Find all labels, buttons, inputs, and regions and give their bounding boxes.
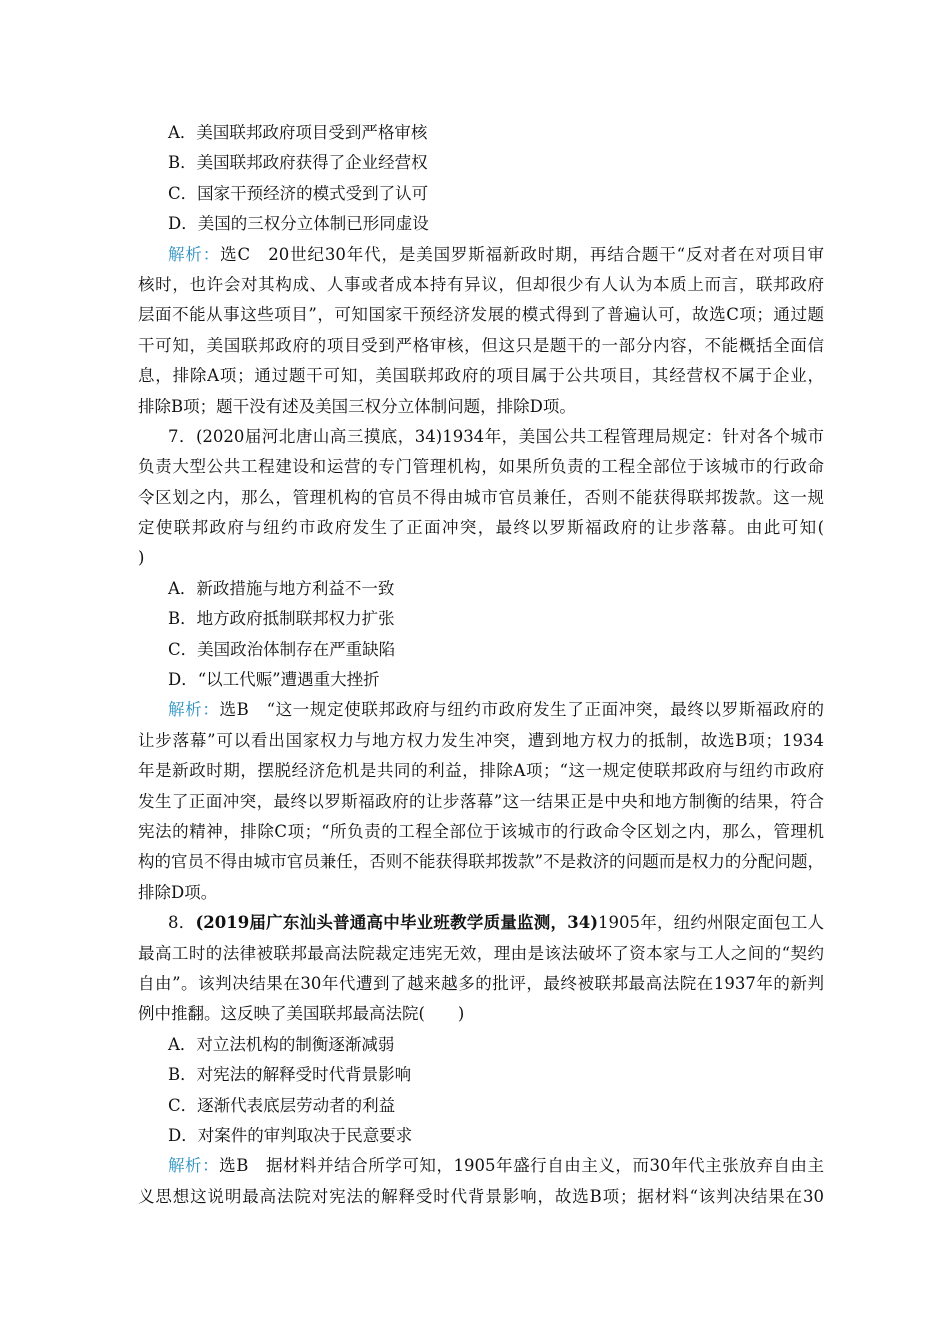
q7-analysis-line-2: 让步落幕”可以看出国家权力与地方权力发生冲突，遭到地方权力的抵制，故选B项；1934 [138,730,824,750]
q7-analysis-label: 解析： [168,700,220,720]
q6-analysis-line-3: 层面不能从事这些项目”，可知国家干预经济发展的模式得到了普遍认可，故选C项；通过题 [138,305,824,325]
q7-option-d: D．“以工代赈”遭遇重大挫折 [168,670,380,690]
q6-option-d: D．美国的三权分立体制已形同虚设 [168,214,429,234]
q6-option-a: A．美国联邦政府项目受到严格审核 [168,123,428,142]
q6-analysis-line-4: 干可知，美国联邦政府的项目受到严格审核，但这只是题干的一部分内容，不能概括全面信 [138,335,824,355]
q8-analysis-line-1: 解析：选B 据材料并结合所学可知，1905年盛行自由主义，而30年代主张放弃自由主 [168,1156,824,1176]
q7-option-a: A．新政措施与地方利益不一致 [168,578,395,598]
q6-option-b: B．美国联邦政府获得了企业经营权 [168,153,428,173]
q6-analysis-label: 解析： [168,244,221,264]
q7-stem-line-2: 负责大型公共工程建设和运营的专门管理机构，如果所负责的工程全部位于该城市的行政命 [138,457,824,477]
q6-analysis-line-5: 息，排除A项；通过题干可知，美国联邦政府的项目属于公共项目，其经营权不属于企业， [138,366,824,386]
q8-source: (2019届广东汕头普通高中毕业班教学质量监测，34) [195,913,598,933]
q7-stem-line-1: 7．(2020届河北唐山高三摸底，34)1934年，美国公共工程管理局规定：针对各个城市 [168,426,824,446]
q8-analysis-line-2: 义思想这说明最高法院对宪法的解释受时代背景影响，故选B项；据材料“该判决结果在30 [138,1186,824,1206]
q8-analysis-label: 解析： [168,1156,220,1176]
q7-analysis-line-3: 年是新政时期，摆脱经济危机是共同的利益，排除A项；“这一规定使联邦政府与纽约市政府 [138,761,824,781]
q7-analysis-line-6: 构的官员不得由城市官员兼任，否则不能获得联邦拨款”不是救济的问题而是权力的分配问题， [138,852,824,872]
q8-option-c: C．逐渐代表底层劳动者的利益 [168,1095,396,1115]
q6-analysis-line-1: 解析：选C 20世纪30年代，是美国罗斯福新政时期，再结合题干“反对者在对项目审 [168,244,824,264]
q8-stem-line-4: 例中推翻。这反映了美国联邦最高法院( ) [138,1004,465,1024]
q7-analysis-line-1: 解析：选B “这一规定使联邦政府与纽约市政府发生了正面冲突，最终以罗斯福政府的 [168,700,824,720]
q6-option-c: C．国家干预经济的模式受到了认可 [168,183,429,203]
q8-stem-line-2: 最高工时的法律被联邦最高法院裁定违宪无效，理由是该法破坏了资本家与工人之间的“契约 [138,943,824,963]
q8-stem-line-3: 自由”。该判决结果在30年代遭到了越来越多的批评，最终被联邦最高法院在1937年的新判 [138,973,824,993]
q8-option-d: D．对案件的审判取决于民意要求 [168,1125,413,1145]
q7-analysis-line-4: 发生了正面冲突，最终以罗斯福政府的让步落幕”这一结果正是中央和地方制衡的结果，符合 [138,791,824,811]
q8-option-a: A．对立法机构的制衡逐渐减弱 [168,1034,395,1054]
q8-option-b: B．对宪法的解释受时代背景影响 [168,1065,412,1085]
q6-analysis-line-6: 排除B项；题干没有述及美国三权分立体制问题，排除D项。 [138,396,576,416]
q7-stem-line-5: ) [138,548,145,568]
q7-stem-line-4: 定使联邦政府与纽约市政府发生了正面冲突，最终以罗斯福政府的让步落幕。由此可知( [138,518,824,538]
q7-analysis-line-7: 排除D项。 [138,882,218,902]
q7-stem-line-3: 令区划之内，那么，管理机构的官员不得由城市官员兼任，否则不能获得联邦拨款。这一规 [138,487,824,507]
q7-analysis-line-5: 宪法的精神，排除C项；“所负责的工程全部位于该城市的行政命令区划之内，那么，管理机 [138,821,824,841]
q7-option-c: C．美国政治体制存在严重缺陷 [168,639,396,659]
q8-stem-line-1: 8．(2019届广东汕头普通高中毕业班教学质量监测，34)1905年，纽约州限定面包工人 [168,913,824,933]
document-page [138,118,824,1212]
q6-analysis-line-2: 核时，也许会对其构成、人事或者成本持有异议，但却很少有人认为本质上而言，联邦政府 [138,274,824,294]
q7-option-b: B．地方政府抵制联邦权力扩张 [168,609,395,629]
